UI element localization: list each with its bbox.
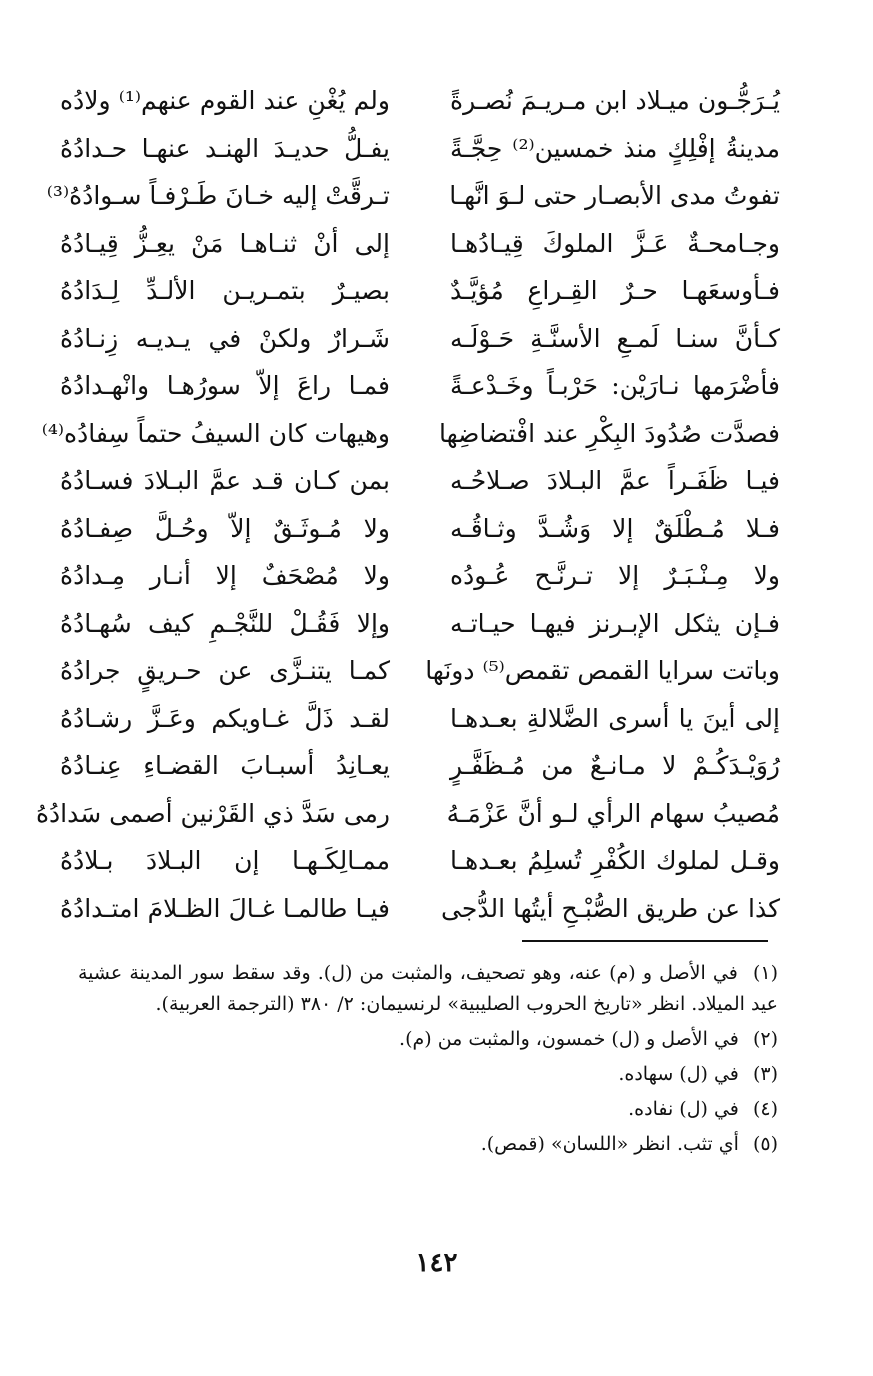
verse-first-hemistich: وقـل لملوك الكُفْرِ تُسلِمُ بعـدهـا — [450, 846, 780, 875]
verse-row — [60, 601, 780, 647]
verse-second-hemistich: بمن كـان قـد عمَّ البـلادَ فسـادُهُ — [60, 466, 390, 495]
footnote — [78, 1024, 778, 1055]
verse-first-hemistich: فـأوسعَهـا حـرٌ القِـراعِ مُؤيَّـدٌ — [450, 276, 780, 305]
verse-row — [60, 886, 780, 932]
footnote-number: (٣) — [752, 1063, 778, 1085]
verse-second-hemistich: فيـا طالمـا غـالَ الظـلامَ امتـدادُهُ — [60, 893, 390, 923]
footnote-text: في (ل) نفاده. — [628, 1098, 739, 1120]
footnote — [78, 1094, 778, 1125]
verse-first-hemistich: فـلا مُـطْلَقٌ إلا وَشُـدَّ وثـاقُـه — [450, 513, 780, 543]
page-number: ١٤٢ — [415, 1248, 458, 1278]
verse-second-hemistich: ولم يُغْنِ عند القوم عنهم⁽¹⁾ ولادُه — [60, 86, 390, 115]
verse-row — [46, 173, 780, 219]
footnote-number: (١) — [752, 962, 778, 984]
verse-first-hemistich: رُوَيْـدَكُـمْ لا مـانـعٌ من مُـظَفَّـرٍ — [450, 751, 780, 780]
footnote-number: (٥) — [752, 1133, 778, 1155]
verse-row — [60, 696, 780, 742]
verse-second-hemistich: شَـرارٌ ولكنْ في يـديـه زِنـادُهُ — [60, 323, 390, 353]
footnotes — [78, 958, 778, 1164]
verse-first-hemistich: مُصيبُ سهام الرأي لـو أنَّ عَزْمَـهُ — [446, 798, 780, 828]
verse-first-hemistich: فـإن يثكل الإبـرنز فيهـا حيـاتـه — [450, 608, 780, 638]
verse-second-hemistich: رمى سَدَّ ذي القَرْنين أصمى سَدادُهُ — [35, 798, 390, 828]
verse-second-hemistich: فمـا راعَ إلاّ سورُهـا وانْهـدادُهُ — [60, 371, 390, 400]
verse-row — [60, 553, 780, 599]
verse-second-hemistich: وإلا فَقُـلْ للنَّجْـمِ كيف سُهـادُهُ — [60, 608, 390, 638]
verse-second-hemistich: ولا مُصْحَفٌ إلا أنـار مِـدادُهُ — [60, 561, 390, 590]
verse-row — [60, 648, 780, 694]
verse-row — [60, 458, 780, 504]
verse-first-hemistich: كذا عن طريق الصُّبْـحِ أيتُها الدُّجى — [441, 893, 780, 923]
verse-row — [41, 411, 780, 457]
footnote-separator — [522, 940, 768, 942]
footnote-text: في (ل) سهاده. — [618, 1063, 739, 1085]
verse-first-hemistich: كـأنَّ سنـا لَمـعِ الأسنَّـةِ حَـوْلَـه — [450, 323, 780, 353]
footnote — [78, 958, 778, 1020]
verse-first-hemistich: مدينةُ إفْلِكٍ منذ خمسين⁽²⁾ حِجَّـةً — [450, 133, 781, 163]
verse-row — [60, 221, 780, 267]
verse-second-hemistich: يعـانِدُ أسبـابَ القضـاءِ عِنـادُهُ — [60, 751, 390, 780]
poem — [35, 78, 781, 938]
verse-row — [60, 743, 780, 789]
verse-row — [60, 268, 780, 314]
verse-first-hemistich: فصدَّت صُدُودَ البِكْرِ عند افْتضاضِها — [438, 418, 780, 448]
verse-second-hemistich: ممـالِكَـهـا إن البـلادَ بـلادُهُ — [60, 846, 390, 875]
verse-row — [60, 78, 780, 124]
verse-second-hemistich: ولا مُـوثَـقٌ إلاّ وحُـلَّ صِفـادُهُ — [60, 513, 390, 543]
footnote-number: (٢) — [752, 1028, 778, 1050]
verse-first-hemistich: ولا مِـنْـبَـرٌ إلا تـرنَّـح عُـودُه — [450, 561, 780, 590]
footnote-text: في الأصل و (م) عنه، وهو تصحيف، والمثبت من (ل). وقد سقط سور المدينة عشية عيد الميلاد. انظر «تاريخ الحروب الصليبية» لرنسيمان: ٢/ ٣٨٠ (الترجمة العربية). — [78, 962, 778, 1015]
verse-first-hemistich: إلى أينَ يا أسرى الضَّلالةِ بعـدهـا — [450, 703, 780, 733]
verse-second-hemistich: وهيهات كان السيفُ حتماً سِفادُه⁽⁴⁾ — [41, 418, 390, 448]
footnote-text: في الأصل و (ل) خمسون، والمثبت من (م). — [399, 1028, 739, 1050]
verse-second-hemistich: إلى أنْ ثنـاهـا مَنْ يعِـزُّ قِيـادُهُ — [60, 228, 390, 258]
verse-first-hemistich: وجـامحـةٌ عَـزَّ الملوكَ قِيـادُهـا — [450, 228, 780, 258]
verse-row — [60, 316, 780, 362]
verse-row — [60, 363, 780, 409]
verse-row — [35, 791, 780, 837]
footnote-text: أي تثب. انظر «اللسان» (قمص). — [480, 1133, 739, 1155]
verse-first-hemistich: يُـرَجُّـون ميـلاد ابن مـريـمَ نُصـرةً — [450, 86, 780, 115]
footnote-number: (٤) — [752, 1098, 778, 1120]
verse-second-hemistich: لقـد ذَلَّ غـاويكم وعَـزَّ رشـادُهُ — [60, 703, 390, 733]
verse-second-hemistich: يفـلُّ حديـدَ الهنـد عنهـا حـدادُهُ — [60, 133, 390, 163]
verse-row — [60, 506, 780, 552]
verse-first-hemistich: فيـا ظَفَـراً عمَّ البـلادَ صـلاحُـه — [450, 466, 780, 495]
footnote — [78, 1129, 778, 1160]
verse-first-hemistich: تفوتُ مدى الأبصـار حتى لـوَ انَّهـا — [449, 181, 780, 210]
verse-second-hemistich: بصيـرٌ بتمـريـن الألـدِّ لِـدَادُهُ — [60, 276, 390, 305]
verse-row — [60, 126, 780, 172]
verse-row — [60, 838, 780, 884]
verse-first-hemistich: فأضْرَمها نـارَيْن: حَرْبـاً وخَـدْعـةً — [450, 371, 780, 400]
verse-second-hemistich: كمـا يتنـزَّى عن حـريقٍ جرادُهُ — [60, 656, 390, 685]
verse-second-hemistich: تـرقَّتْ إليه خـانَ طَـرْفـاً سـوادُهُ⁽³⁾ — [46, 181, 390, 210]
footnote — [78, 1059, 778, 1090]
verse-first-hemistich: وباتت سرايا القمص تقمص⁽⁵⁾ دونَها — [425, 656, 780, 685]
